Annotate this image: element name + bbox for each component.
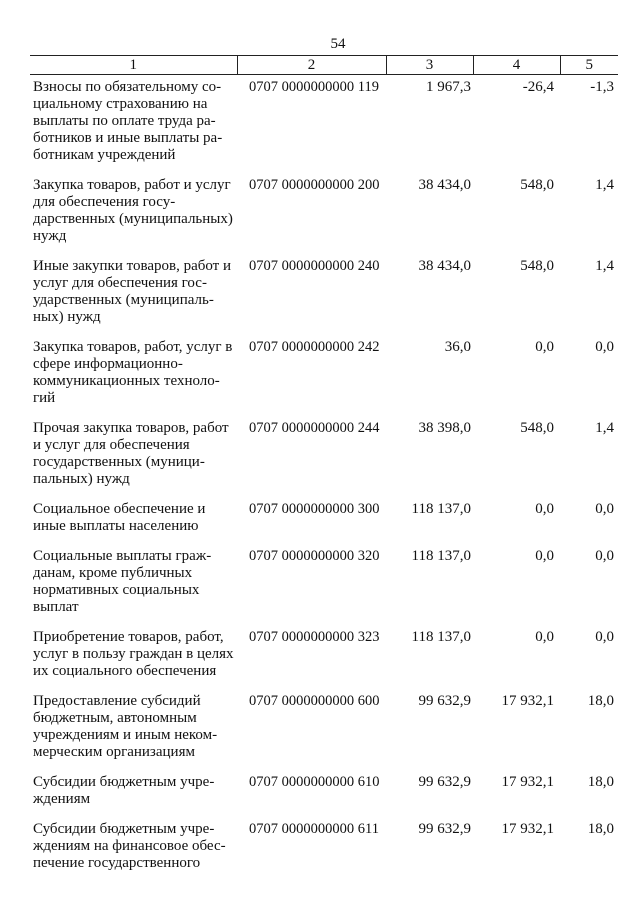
row-value-col4: 17 932,1 (501, 693, 554, 709)
row-value-col5: 18,0 (587, 693, 614, 709)
row-value-col4: 548,0 (520, 177, 554, 193)
row-code: 0707 0000000000 323 (249, 629, 380, 645)
row-name: Субсидии бюджетным учреждениям на финансовое обеспечение государственного (33, 821, 226, 871)
table-row (30, 75, 618, 178)
row-value-col5: 1,4 (595, 258, 614, 274)
row-name: Иные закупки товаров, работ и услуг для обеспечения государственных (муниципальных) нужд (33, 258, 232, 325)
row-value-col5: 18,0 (587, 821, 614, 837)
row-name: Закупка товаров, работ и услуг для обеспечения государственных (муниципальных) нужд (33, 177, 233, 244)
row-code: 0707 0000000000 300 (249, 501, 380, 517)
row-code: 0707 0000000000 240 (249, 258, 380, 274)
budget-table (30, 55, 618, 885)
row-name: Социальные выплаты гражданам, кроме публичных нормативных социальных выплат (33, 548, 212, 615)
table-row (30, 821, 618, 885)
row-value-col3: 118 137,0 (411, 629, 471, 645)
row-value-col4: 0,0 (535, 501, 554, 517)
row-value-col3: 118 137,0 (411, 548, 471, 564)
column-header-1: 1 (30, 56, 237, 75)
table-header-row (30, 56, 618, 75)
row-value-col4: 0,0 (535, 548, 554, 564)
page-number: 54 (330, 36, 346, 52)
row-value-col4: 17 932,1 (501, 821, 554, 837)
row-value-col5: 0,0 (595, 629, 614, 645)
row-value-col4: 0,0 (535, 629, 554, 645)
row-code: 0707 0000000000 600 (249, 693, 380, 709)
row-name: Социальное обеспечение и иные выплаты населению (33, 501, 206, 534)
row-value-col3: 118 137,0 (411, 501, 471, 517)
table-row (30, 774, 618, 821)
row-value-col5: -1,3 (590, 79, 614, 95)
table-row (30, 177, 618, 258)
column-header-3: 3 (386, 56, 473, 75)
table-row (30, 420, 618, 501)
row-value-col5: 18,0 (587, 774, 614, 790)
row-code: 0707 0000000000 610 (249, 774, 380, 790)
column-header-4: 4 (473, 56, 560, 75)
row-value-col5: 1,4 (595, 177, 614, 193)
row-code: 0707 0000000000 244 (249, 420, 380, 436)
table-row (30, 258, 618, 339)
row-name: Взносы по обязательному социальному страхованию на выплаты по оплате труда работников и иные выплаты работникам учреждений (33, 79, 223, 163)
row-code: 0707 0000000000 611 (249, 821, 379, 837)
row-name: Прочая закупка товаров, работ и услуг для обеспечения государственных (муниципальных) нужд (33, 420, 229, 487)
row-value-col3: 38 434,0 (418, 177, 471, 193)
column-header-5: 5 (560, 56, 618, 75)
row-value-col3: 99 632,9 (418, 693, 471, 709)
row-name: Приобретение товаров, работ, услуг в пользу граждан в целях их социального обеспечения (33, 629, 234, 679)
row-value-col3: 1 967,3 (426, 79, 471, 95)
row-value-col5: 0,0 (595, 339, 614, 355)
row-value-col5: 0,0 (595, 501, 614, 517)
row-name: Закупка товаров, работ, услуг в сфере информационно-коммуникационных технологий (33, 339, 233, 406)
row-value-col4: 548,0 (520, 420, 554, 436)
column-header-2: 2 (237, 56, 386, 75)
row-value-col3: 36,0 (444, 339, 471, 355)
table-row (30, 693, 618, 774)
table-row (30, 501, 618, 548)
row-value-col3: 38 398,0 (418, 420, 471, 436)
table-row (30, 629, 618, 693)
row-code: 0707 0000000000 119 (249, 79, 379, 95)
row-value-col3: 38 434,0 (418, 258, 471, 274)
row-code: 0707 0000000000 320 (249, 548, 380, 564)
row-value-col5: 0,0 (595, 548, 614, 564)
table-row (30, 548, 618, 629)
row-value-col4: 0,0 (535, 339, 554, 355)
table-body (30, 75, 618, 886)
row-value-col3: 99 632,9 (418, 774, 471, 790)
row-name: Предоставление субсидий бюджетным, автономным учреждениям и иным некоммерческим организациям (33, 693, 218, 760)
row-code: 0707 0000000000 242 (249, 339, 380, 355)
row-value-col4: 548,0 (520, 258, 554, 274)
row-value-col3: 99 632,9 (418, 821, 471, 837)
table-row (30, 339, 618, 420)
row-name: Субсидии бюджетным учреждениям (33, 774, 215, 807)
row-code: 0707 0000000000 200 (249, 177, 380, 193)
row-value-col5: 1,4 (595, 420, 614, 436)
row-value-col4: -26,4 (522, 79, 554, 95)
row-value-col4: 17 932,1 (501, 774, 554, 790)
